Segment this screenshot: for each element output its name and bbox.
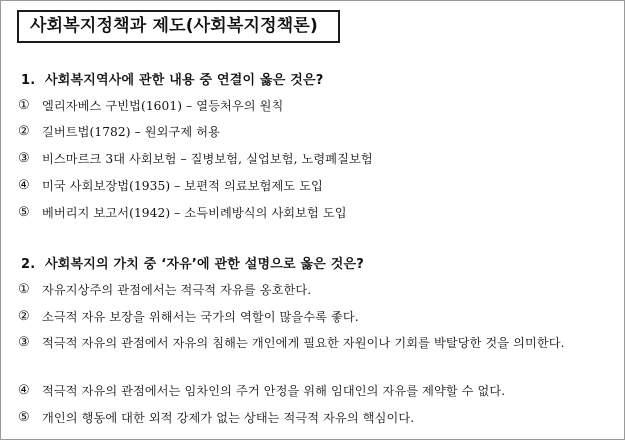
option-marker: ⑤ — [18, 410, 30, 425]
option-text: 비스마르크 3대 사회보험 – 질병보험, 실업보험, 노령폐질보험 — [42, 152, 373, 166]
question-2 — [21, 253, 364, 272]
question-text: 사회복지의 가치 중 ‘자유’에 관한 설명으로 옳은 것은? — [45, 257, 365, 272]
option-1-1[interactable] — [18, 96, 616, 116]
option-2-4[interactable] — [18, 381, 616, 401]
question-number: 2. — [21, 257, 36, 272]
option-1-2[interactable] — [18, 122, 616, 142]
option-text: 미국 사회보장법(1935) – 보편적 의료보험제도 도입 — [42, 179, 323, 193]
option-marker: ① — [18, 282, 30, 297]
option-text: 소극적 자유 보장을 위해서는 국가의 역할이 많을수록 좋다. — [42, 310, 359, 324]
option-marker: ① — [18, 98, 30, 113]
option-1-5[interactable] — [18, 203, 616, 223]
option-2-2[interactable] — [18, 307, 616, 327]
option-marker: ② — [18, 124, 30, 139]
option-text: 길버트법(1782) – 원외구제 허용 — [42, 125, 220, 139]
option-text: 자유지상주의 관점에서는 적극적 자유를 옹호한다. — [42, 283, 312, 297]
option-text: 개인의 행동에 대한 외적 강제가 없는 상태는 적극적 자유의 핵심이다. — [42, 411, 415, 425]
option-text: 베버리지 보고서(1942) – 소득비례방식의 사회보험 도입 — [42, 206, 347, 220]
option-marker: ⑤ — [18, 205, 30, 220]
option-marker: ④ — [18, 383, 30, 398]
option-2-3[interactable] — [18, 333, 616, 353]
option-marker: ② — [18, 309, 30, 324]
option-2-5[interactable] — [18, 408, 616, 428]
question-text: 사회복지역사에 관한 내용 중 연결이 옳은 것은? — [45, 73, 324, 88]
option-text: 엘리자베스 구빈법(1601) – 열등처우의 원칙 — [42, 99, 284, 113]
page-title: 사회복지정책과 제도(사회복지정책론) — [17, 10, 340, 43]
option-1-3[interactable] — [18, 149, 616, 169]
option-1-4[interactable] — [18, 176, 616, 196]
option-marker: ③ — [18, 335, 30, 350]
option-marker: ③ — [18, 151, 30, 166]
question-1 — [21, 69, 324, 88]
option-marker: ④ — [18, 178, 30, 193]
question-number: 1. — [21, 73, 36, 88]
option-text: 적극적 자유의 관점에서 자유의 침해는 개인에게 필요한 자원이나 기회를 박탈당한 것을 의미한다. — [42, 336, 565, 350]
option-text: 적극적 자유의 관점에서는 임차인의 주거 안정을 위해 임대인의 자유를 제약할 수 없다. — [42, 384, 506, 398]
option-2-1[interactable] — [18, 280, 616, 300]
